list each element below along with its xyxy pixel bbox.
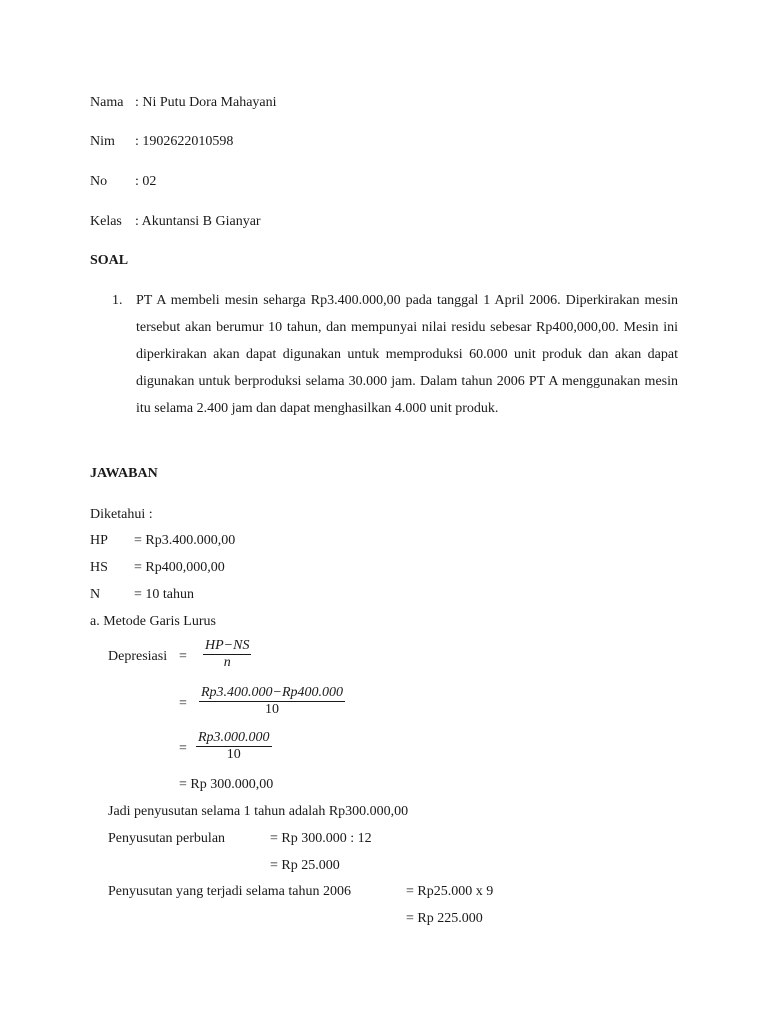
depresiasi-result: = Rp 300.000,00 <box>179 777 274 792</box>
perbulan-value-1: = Rp 300.000 : 12 <box>270 831 372 846</box>
fraction-numerator: Rp3.400.000−Rp400.000 <box>201 685 344 700</box>
hp-label: HP <box>90 533 108 548</box>
fraction-formula <box>203 638 251 671</box>
perbulan-value-2: = Rp 25.000 <box>270 858 340 873</box>
fraction-substitution <box>199 685 345 718</box>
fraction-denominator: 10 <box>265 702 280 717</box>
method-a-heading: a. Metode Garis Lurus <box>90 614 216 629</box>
kelas-value: : Akuntansi B Gianyar <box>135 214 261 229</box>
nim-value: : 1902622010598 <box>135 134 234 149</box>
tahun-2006-value-1: = Rp25.000 x 9 <box>406 884 494 899</box>
hp-value: = Rp3.400.000,00 <box>134 533 236 548</box>
equals-sign: = <box>179 649 187 664</box>
perbulan-label: Penyusutan perbulan <box>108 831 226 846</box>
jawaban-title: JAWABAN <box>90 466 158 481</box>
fraction-numerator: HP−NS <box>205 638 250 653</box>
fraction-denominator: n <box>223 655 231 670</box>
soal-title: SOAL <box>90 253 129 268</box>
depresiasi-label: Depresiasi <box>108 649 168 664</box>
fraction-denominator: 10 <box>226 747 241 762</box>
equals-sign: = <box>179 741 187 756</box>
soal-number: 1. <box>112 293 123 308</box>
n-label: N <box>90 587 101 602</box>
tahun-2006-label: Penyusutan yang terjadi selama tahun 2006 <box>108 884 351 899</box>
soal-text: PT A membeli mesin seharga Rp3.400.000,00 pada tanggal 1 April 2006. Diperkirakan mesin tersebut akan berumur 10 tahun, dan mempunyai nilai residu sebesar Rp400,000,00. Mesin ini diperkirakan akan dapat digunakan untuk memproduksi 60.000 unit produk dan akan dapat digunakan untuk berproduksi selama 30.000 jam. Dalam tahun 2006 PT A menggunakan mesin itu selama 2.400 jam dan dapat menghasilkan 4.000 unit produk. <box>136 293 678 416</box>
diketahui-label: Diketahui : <box>90 507 153 522</box>
kelas-label: Kelas <box>90 214 122 229</box>
hs-value: = Rp400,000,00 <box>134 560 225 575</box>
jadi-statement: Jadi penyusutan selama 1 tahun adalah Rp300.000,00 <box>108 804 409 819</box>
no-value: : 02 <box>135 174 157 189</box>
n-value: = 10 tahun <box>134 587 194 602</box>
nim-label: Nim <box>90 134 115 149</box>
no-label: No <box>90 174 108 189</box>
nama-label: Nama <box>90 95 124 110</box>
fraction-simplified <box>196 730 272 763</box>
equals-sign: = <box>179 696 187 711</box>
tahun-2006-value-2: = Rp 225.000 <box>406 911 483 926</box>
nama-value: : Ni Putu Dora Mahayani <box>135 95 277 110</box>
hs-label: HS <box>90 560 108 575</box>
fraction-numerator: Rp3.000.000 <box>198 730 270 745</box>
